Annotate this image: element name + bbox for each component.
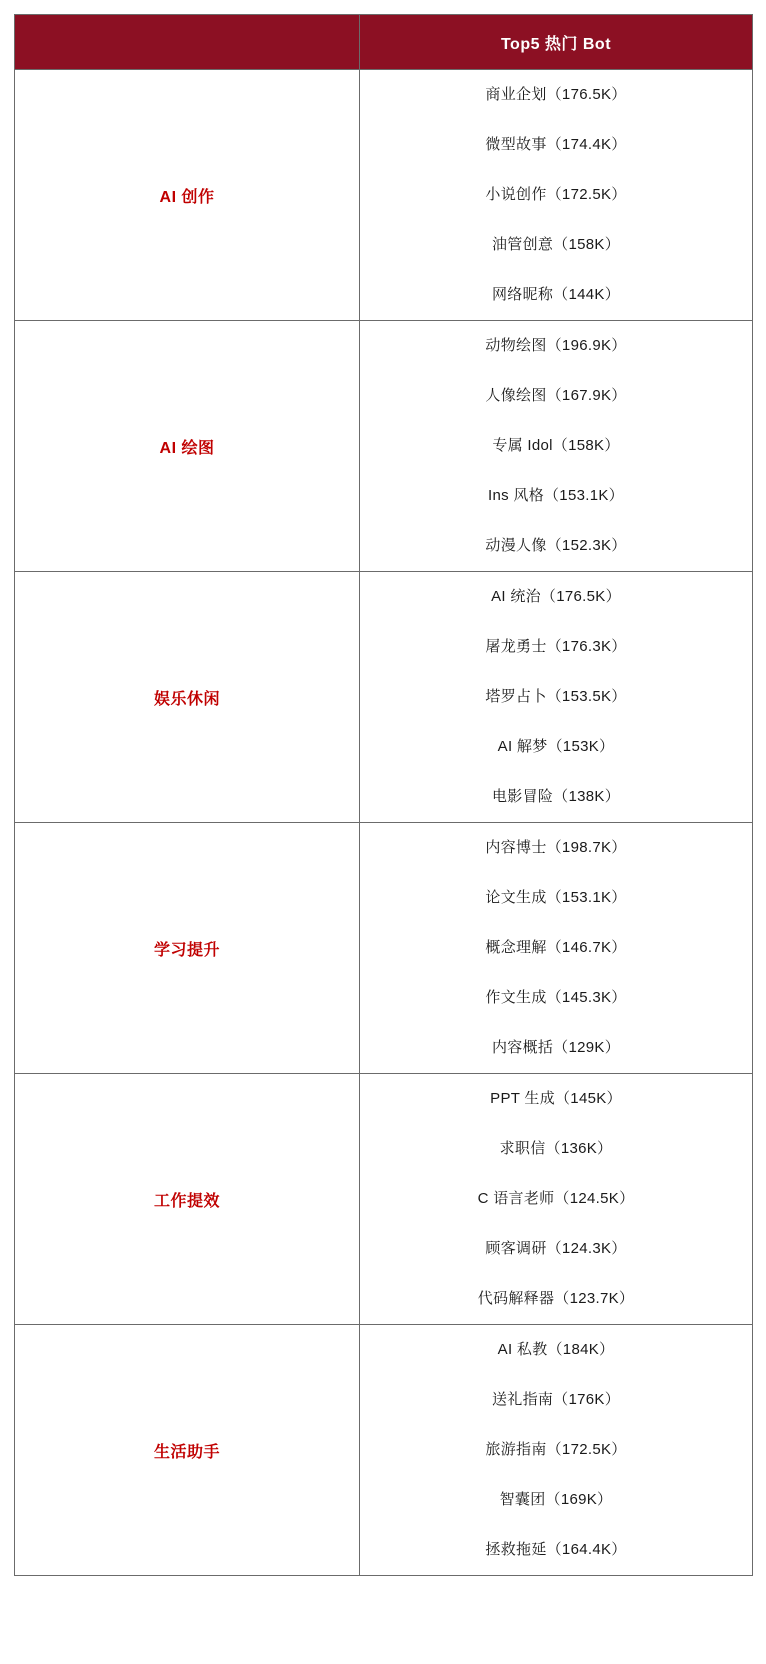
list-item: 顾客调研（124.3K） bbox=[485, 1240, 627, 1257]
list-item: 电影冒险（138K） bbox=[491, 788, 621, 805]
list-item: 商业企划（176.5K） bbox=[485, 86, 627, 103]
list-item: PPT 生成（145K） bbox=[490, 1090, 622, 1107]
table-row bbox=[15, 572, 753, 823]
category-label-shenghuozhushou: 生活助手 bbox=[15, 1325, 360, 1576]
column-header-bots: Top5 热门 Bot bbox=[360, 15, 753, 70]
list-item: 小说创作（172.5K） bbox=[485, 186, 627, 203]
list-item: 送礼指南（176K） bbox=[491, 1391, 621, 1408]
list-item: 塔罗占卜（153.5K） bbox=[485, 688, 627, 705]
list-item: 拯救拖延（164.4K） bbox=[485, 1541, 627, 1558]
bot-list-cell bbox=[360, 1325, 753, 1576]
bot-list bbox=[360, 321, 752, 571]
list-item: 概念理解（146.7K） bbox=[485, 939, 627, 956]
bot-list bbox=[360, 70, 752, 320]
list-item: 网络昵称（144K） bbox=[491, 286, 621, 303]
list-item: 论文生成（153.1K） bbox=[485, 889, 627, 906]
category-label-ai-huitu: AI 绘图 bbox=[15, 321, 360, 572]
list-item: 内容概括（129K） bbox=[491, 1039, 621, 1056]
bot-list-cell bbox=[360, 572, 753, 823]
bot-list-cell bbox=[360, 823, 753, 1074]
bot-list bbox=[360, 1325, 752, 1575]
category-label-gongzuotixiao: 工作提效 bbox=[15, 1074, 360, 1325]
list-item: AI 解梦（153K） bbox=[497, 738, 615, 755]
list-item: 人像绘图（167.9K） bbox=[485, 387, 627, 404]
category-label-yulexiuxian: 娱乐休闲 bbox=[15, 572, 360, 823]
list-item: C 语言老师（124.5K） bbox=[477, 1190, 635, 1207]
list-item: 代码解释器（123.7K） bbox=[477, 1290, 635, 1307]
list-item: AI 统治（176.5K） bbox=[491, 588, 621, 605]
list-item: 智囊团（169K） bbox=[499, 1491, 613, 1508]
table-body bbox=[15, 70, 753, 1576]
bot-ranking-table bbox=[14, 14, 753, 1576]
table-header-row bbox=[15, 15, 753, 70]
list-item: 动物绘图（196.9K） bbox=[485, 337, 627, 354]
table-row bbox=[15, 1325, 753, 1576]
list-item: 旅游指南（172.5K） bbox=[485, 1441, 627, 1458]
bot-list bbox=[360, 1074, 752, 1324]
bot-list-cell bbox=[360, 70, 753, 321]
column-header-category bbox=[15, 15, 360, 70]
list-item: 求职信（136K） bbox=[499, 1140, 613, 1157]
table-row bbox=[15, 70, 753, 321]
list-item: 专属 Idol（158K） bbox=[492, 437, 620, 454]
list-item: 作文生成（145.3K） bbox=[485, 989, 627, 1006]
list-item: 屠龙勇士（176.3K） bbox=[485, 638, 627, 655]
bot-list bbox=[360, 823, 752, 1073]
bot-list bbox=[360, 572, 752, 822]
table-row bbox=[15, 321, 753, 572]
category-label-xuexitisheng: 学习提升 bbox=[15, 823, 360, 1074]
table-row bbox=[15, 823, 753, 1074]
list-item: Ins 风格（153.1K） bbox=[488, 487, 624, 504]
list-item: 动漫人像（152.3K） bbox=[485, 537, 627, 554]
table-header bbox=[15, 15, 753, 70]
list-item: 内容博士（198.7K） bbox=[485, 839, 627, 856]
list-item: 微型故事（174.4K） bbox=[485, 136, 627, 153]
list-item: 油管创意（158K） bbox=[491, 236, 621, 253]
bot-list-cell bbox=[360, 1074, 753, 1325]
category-label-ai-chuangzuo: AI 创作 bbox=[15, 70, 360, 321]
table-row bbox=[15, 1074, 753, 1325]
bot-list-cell bbox=[360, 321, 753, 572]
list-item: AI 私教（184K） bbox=[497, 1341, 615, 1358]
